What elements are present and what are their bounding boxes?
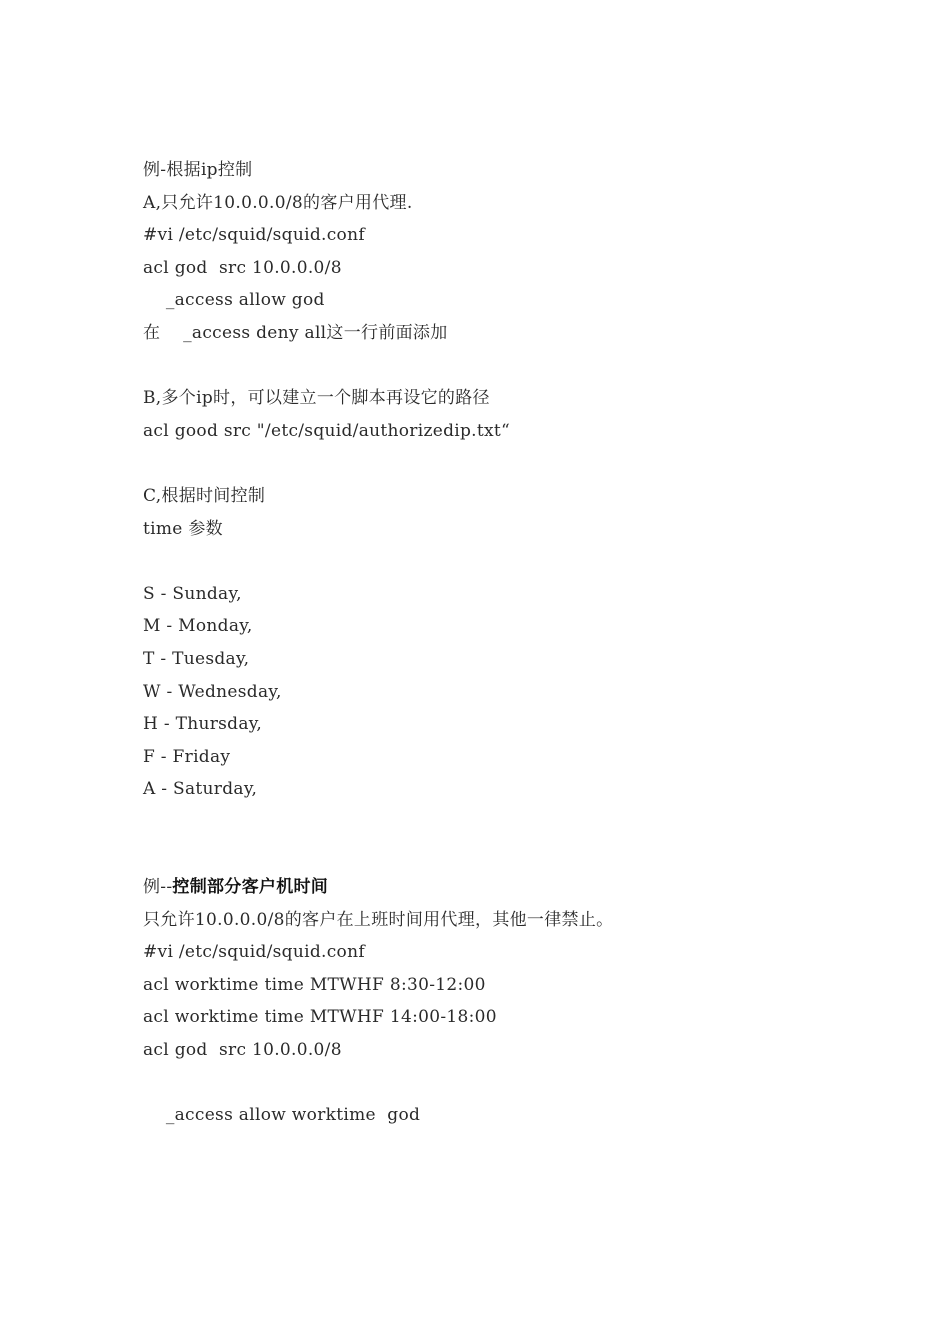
section-title-prefix: 例-- (143, 877, 173, 898)
code-line-vi-command: #vi /etc/squid/squid.conf (143, 942, 365, 963)
document-content (143, 154, 903, 1132)
spacer (143, 350, 903, 383)
day-code-line: A - Saturday, (143, 779, 258, 800)
day-code-line: F - Friday (143, 746, 231, 767)
text-line-worktime-desc: 只允许10.0.0.0/8的客户在上班时间用代理，其他一律禁止。 (143, 909, 614, 930)
section-title-bold: 控制部分客户机时间 (172, 877, 329, 898)
code-line-acl-god: acl god src 10.0.0.0/8 (143, 1040, 342, 1061)
day-code-line: M - Monday, (143, 616, 253, 637)
code-line-vi-command: #vi /etc/squid/squid.conf (143, 225, 365, 246)
text-line-time-param: time 参数 (143, 518, 223, 539)
section-title-ip-control: 例-根据ip控制 (143, 160, 253, 180)
code-line-acl-god: acl god src 10.0.0.0/8 (143, 257, 342, 278)
day-code-line: T - Tuesday, (143, 648, 250, 669)
spacer (143, 545, 903, 578)
spacer (143, 806, 903, 871)
section-b-heading: B,多个ip时，可以建立一个脚本再设它的路径 (143, 388, 490, 409)
spacer (143, 447, 903, 480)
code-line-access-allow-god: _access allow god (143, 290, 325, 311)
section-a-heading: A,只允许10.0.0.0/8的客户用代理. (143, 192, 413, 213)
day-code-line: H - Thursday, (143, 714, 263, 735)
section-c-heading: C,根据时间控制 (143, 485, 266, 506)
code-line-acl-worktime-morning: acl worktime time MTWHF 8:30-12:00 (143, 974, 486, 995)
day-code-line: S - Sunday, (143, 583, 242, 604)
spacer (143, 1067, 903, 1100)
code-line-access-allow-worktime: _access allow worktime god (143, 1105, 421, 1126)
code-line-acl-good: acl good src "/etc/squid/authorizedip.txt“ (143, 420, 511, 441)
text-line-add-before-deny: 在 _access deny all这一行前面添加 (143, 322, 448, 343)
code-line-acl-worktime-afternoon: acl worktime time MTWHF 14:00-18:00 (143, 1007, 497, 1028)
day-code-line: W - Wednesday, (143, 681, 282, 702)
section-title-client-time (143, 871, 903, 904)
